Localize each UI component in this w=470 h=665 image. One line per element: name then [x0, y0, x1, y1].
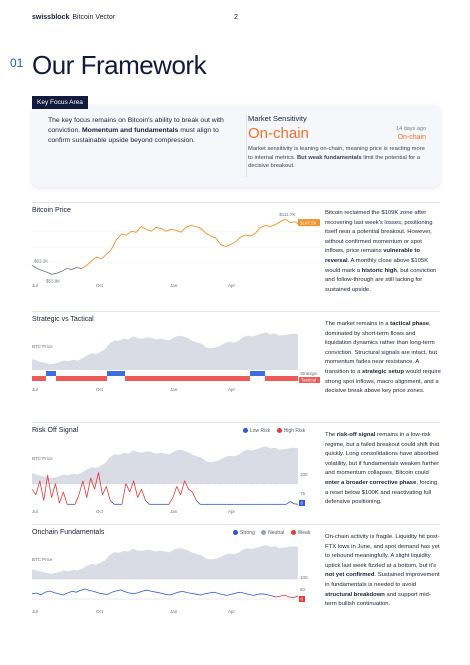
x-tick-label: Oct: [96, 609, 104, 614]
legend-neutral: Neutral: [268, 530, 285, 536]
fundamentals-segment: [138, 591, 142, 593]
fundamentals-segment: [72, 591, 76, 592]
fundamentals-segment: [85, 589, 89, 591]
fundamentals-segment: [130, 593, 134, 594]
strategic-segment: [107, 371, 125, 376]
fundamentals-segment: [254, 594, 258, 595]
section-divider: [32, 311, 440, 312]
key-focus-text: [48, 116, 238, 146]
price-annotation: $111.7K: [279, 212, 296, 218]
strategic-desc-part: , dominated by short-term flows and liquidation dynamics rather than long-term conviction. Structural signals are intact, but momentum fades near resistance. A transition to a: [325, 321, 437, 375]
key-focus-tag: Key Focus Area: [32, 96, 88, 109]
previous-reading-value: On-chain: [397, 134, 426, 141]
strategic-desc-part: strategic setup: [362, 368, 404, 375]
risk-segment-high: [138, 489, 142, 497]
market-sensitivity-value: On-chain: [248, 125, 309, 142]
fundamentals-segment-weak: [280, 595, 284, 596]
page-header: [32, 14, 438, 26]
fundamentals-segment: [267, 595, 271, 596]
x-tick-label: Oct: [96, 509, 104, 514]
fundamentals-segment: [205, 593, 209, 594]
fundamentals-segment: [263, 594, 267, 595]
risk-segment-low: [294, 504, 298, 505]
btc-price-area: [32, 446, 298, 484]
key-focus-box: [32, 105, 440, 187]
fundamentals-segment: [107, 592, 111, 594]
btc-price-area: [32, 545, 298, 579]
page-title: Our Framework: [32, 50, 207, 80]
risk-segment-low: [145, 500, 149, 504]
strategic-segment: [260, 371, 265, 376]
strategic-desc-part: tactical phase: [390, 321, 430, 327]
risk-segment-high: [32, 489, 36, 495]
fundamentals-segment: [165, 594, 169, 595]
risk-segment-high: [59, 492, 63, 503]
market-sensitivity-label: Market Sensitivity: [248, 114, 307, 123]
fundamentals-segment: [227, 594, 231, 595]
x-tick-label: Apr: [228, 387, 236, 392]
x-tick-label: Apr: [228, 509, 236, 514]
x-tick-label: Jul: [32, 387, 38, 392]
fundamentals-segment: [116, 590, 120, 591]
fundamentals-segment: [187, 593, 191, 594]
risk-off-chart: [32, 440, 322, 515]
market-sensitivity: [248, 114, 428, 171]
section-desc-onchain: [325, 533, 442, 610]
x-tick-label: Jan: [170, 609, 178, 614]
risk-segment-high: [177, 486, 181, 494]
fundamentals-segment: [81, 589, 85, 590]
fundamentals-segment: [59, 594, 63, 595]
fundamentals-segment: [232, 593, 236, 594]
fundamentals-segment: [249, 595, 253, 596]
x-tick-label: Oct: [96, 387, 104, 392]
risk-segment-high: [52, 484, 56, 498]
fundamentals-segment-weak: [294, 596, 298, 598]
fundamentals-segment: [143, 590, 147, 591]
price-desc-part: Bitcoin reclaimed the $109K zone after recovering last week's losses, positioning itself near a potential breakout. However, without confirmed momentum or spot inflows, price remains: [325, 210, 433, 255]
risk-segment-high: [169, 498, 173, 505]
fundamentals-segment: [178, 591, 182, 592]
legend-high-risk: High Risk: [283, 428, 306, 434]
fundamentals-segment: [112, 591, 116, 592]
legend-weak: Weak: [297, 530, 311, 536]
section-desc-strategic: [325, 320, 442, 397]
price-desc-part: . A monthly close above $105K would mark a: [325, 257, 429, 274]
risk-segment-low: [110, 500, 114, 504]
y-axis-label: BTC Price: [32, 557, 53, 562]
section-desc-price: [325, 209, 442, 295]
fundamentals-segment: [192, 593, 196, 594]
fundamentals-segment-weak: [276, 596, 280, 597]
previous-reading-label: 14 days ago: [396, 126, 426, 132]
y-tick-label: 100: [300, 472, 308, 477]
fundamentals-segment: [103, 594, 107, 595]
fundamentals-segment: [54, 593, 58, 594]
market-sensitivity-desc: [248, 145, 428, 171]
ms-desc-bold: But weak fundamentals: [296, 154, 362, 161]
fundamentals-segment: [99, 593, 103, 594]
price-desc-part: historic high: [361, 267, 398, 274]
price-desc-part: vulnerable to reversal: [325, 248, 420, 264]
strategic-desc-part: The market remains in a: [325, 321, 391, 327]
fundamentals-segment: [271, 596, 275, 597]
risk-segment-low: [196, 500, 200, 504]
price-line-early: [32, 265, 82, 274]
fundamentals-segment: [32, 593, 36, 594]
fundamentals-segment: [152, 591, 156, 592]
risk-segment-high: [55, 484, 59, 504]
section-divider: [32, 422, 440, 423]
regime-gap: [107, 376, 125, 381]
fundamentals-segment: [50, 591, 54, 593]
fundamentals-segment: [161, 593, 165, 594]
fundamentals-segment: [125, 592, 129, 593]
fundamentals-segment: [200, 594, 204, 595]
strategic-desc-part: would require strong spot inflows, macro alignment, and a decisive break above key price zones.: [325, 368, 441, 395]
x-tick-label: Jul: [32, 509, 38, 514]
section-title-price: Bitcoin Price: [32, 207, 71, 214]
strategic-segment: [250, 371, 260, 376]
x-tick-label: Apr: [228, 609, 236, 614]
section-title-strategic: Strategic vs Tactical: [32, 316, 94, 323]
x-tick-label: Jul: [32, 283, 38, 288]
fundamentals-segment: [245, 593, 249, 594]
fundamentals-segment: [240, 592, 244, 593]
section-title-onchain: Onchain Fundamentals: [32, 529, 105, 536]
fundamentals-segment: [223, 595, 227, 596]
fundamentals-segment: [218, 593, 222, 594]
risk-desc-part: The: [325, 432, 337, 438]
onchain-desc-part: . Sustained improvement in fundamentals is needed to avoid: [325, 572, 440, 588]
fundamentals-segment: [41, 592, 45, 594]
risk-segment-high: [102, 486, 106, 494]
key-focus-text-bold: Momentum and fundamentals: [82, 127, 179, 134]
strategic-segment: [46, 371, 56, 376]
onchain-chart: [32, 541, 322, 616]
brand-name: swissblock: [32, 14, 70, 21]
fundamentals-segment: [156, 592, 160, 593]
key-focus-text-b: must align to confirm sustainable upside beyond compression.: [48, 127, 219, 144]
onchain-legend: [228, 530, 310, 536]
divider: [246, 115, 247, 177]
section-number: 01: [10, 56, 24, 70]
fundamentals-segment: [90, 591, 94, 592]
risk-segment-high: [63, 492, 67, 504]
x-tick-label: Jul: [32, 609, 38, 614]
legend-low-risk: Low Risk: [250, 428, 271, 434]
x-tick-label: Apr: [228, 283, 236, 288]
btc-price-area: [32, 332, 298, 370]
report-name: Bitcoin Vector: [72, 14, 116, 21]
regime-gap: [260, 376, 265, 381]
y-tick-label: 100: [300, 575, 308, 580]
section-desc-risk: [325, 431, 442, 508]
risk-segment-low: [290, 502, 294, 504]
tactical-label: Tactical: [301, 377, 317, 383]
ms-desc-a: Market sensitivity is leaning on-chain, meaning price is reacting more to internal metrics.: [248, 146, 425, 161]
fundamentals-segment: [214, 592, 218, 593]
fundamentals-segment: [67, 591, 71, 593]
fundamentals-segment: [63, 593, 67, 595]
y-axis-label: BTC Price: [32, 344, 53, 349]
fundamentals-segment: [183, 591, 187, 592]
risk-segment-high: [122, 484, 126, 505]
fundamentals-segment: [36, 593, 40, 595]
onchain-desc-part: structural breakdown: [325, 591, 385, 598]
fundamentals-segment: [236, 592, 240, 593]
risk-segment-high: [106, 486, 110, 500]
ms-desc-b: limit the potential for a decisive breakout.: [248, 154, 421, 169]
strategic-label: Strategic: [300, 371, 318, 376]
x-tick-label: Jan: [170, 387, 178, 392]
fundamentals-segment: [196, 594, 200, 595]
risk-legend: [238, 428, 305, 434]
fundamentals-segment-weak: [289, 597, 293, 598]
x-tick-label: Oct: [96, 283, 104, 288]
onchain-desc-part: On-chain activity is fragile. Liquidity hit post-FTX lows in June, and spot demand has yet to rebound meaningfully. A slight liquidity uptick last week fizzled at a bottom, but it's: [325, 534, 440, 569]
bitcoin-price-chart: [32, 212, 322, 290]
section-title-risk: Risk Off Signal: [32, 427, 79, 434]
risk-segment-high: [192, 492, 196, 500]
fundamentals-segment: [209, 592, 213, 593]
fundamentals-segment: [45, 591, 49, 592]
risk-segment-high: [173, 486, 177, 497]
fundamentals-segment: [174, 592, 178, 594]
fundamentals-segment: [169, 594, 173, 595]
price-annotation: $63.2K: [34, 258, 49, 264]
current-fundamentals-value: 0: [300, 596, 304, 602]
key-focus-text-a: The key focus remains on Bitcoin's ability to break out with conviction.: [48, 117, 224, 134]
y-axis-label: BTC Price: [32, 456, 53, 461]
risk-segment-high: [126, 484, 130, 492]
current-risk-value: 0: [300, 500, 304, 506]
x-tick-label: Jan: [170, 283, 178, 288]
risk-segment-high: [142, 489, 146, 500]
regime-gap: [250, 376, 260, 381]
legend-strong: Strong: [240, 530, 255, 536]
strategic-tactical-chart: [32, 328, 322, 398]
price-annotation: $53.9K: [46, 278, 61, 284]
price-line: [82, 219, 320, 268]
fundamentals-segment-weak: [285, 595, 289, 597]
onchain-desc-part: and support mid-term bullish continuation.: [325, 591, 431, 608]
regime-gap: [46, 376, 56, 381]
onchain-desc-part: not yet confirmed: [325, 572, 375, 579]
fundamentals-segment: [147, 590, 151, 591]
risk-segment-high: [75, 495, 79, 505]
fundamentals-segment: [134, 593, 138, 594]
risk-desc-part: remains in a low-risk regime, but a failed breakout could shift that quickly. Long consolidations have absorbed volatility, but if fundamentals weaken further and momentum collapses, Bitcoin could: [325, 432, 440, 477]
y-tick-label: 50: [300, 587, 306, 592]
fundamentals-segment: [121, 590, 125, 592]
risk-segment-low: [286, 502, 290, 505]
section-divider: [32, 202, 440, 203]
fundamentals-segment: [94, 591, 98, 593]
risk-desc-part: , forcing a reset below $100K and reactivating full defensive positioning.: [325, 479, 438, 506]
risk-segment-high: [188, 489, 192, 492]
section-divider: [32, 524, 440, 525]
price-desc-part: , but conviction and follow-through are still lacking for sustained upside.: [325, 267, 437, 293]
risk-desc-part: risk-off signal: [336, 432, 376, 438]
last-price-label: $107.5K: [300, 220, 317, 226]
page-number: 2: [234, 14, 238, 21]
risk-desc-part: enter a broader corrective phase: [325, 479, 417, 486]
y-tick-label: 75: [300, 491, 306, 496]
fundamentals-segment: [76, 590, 80, 592]
x-tick-label: Jan: [170, 509, 178, 514]
